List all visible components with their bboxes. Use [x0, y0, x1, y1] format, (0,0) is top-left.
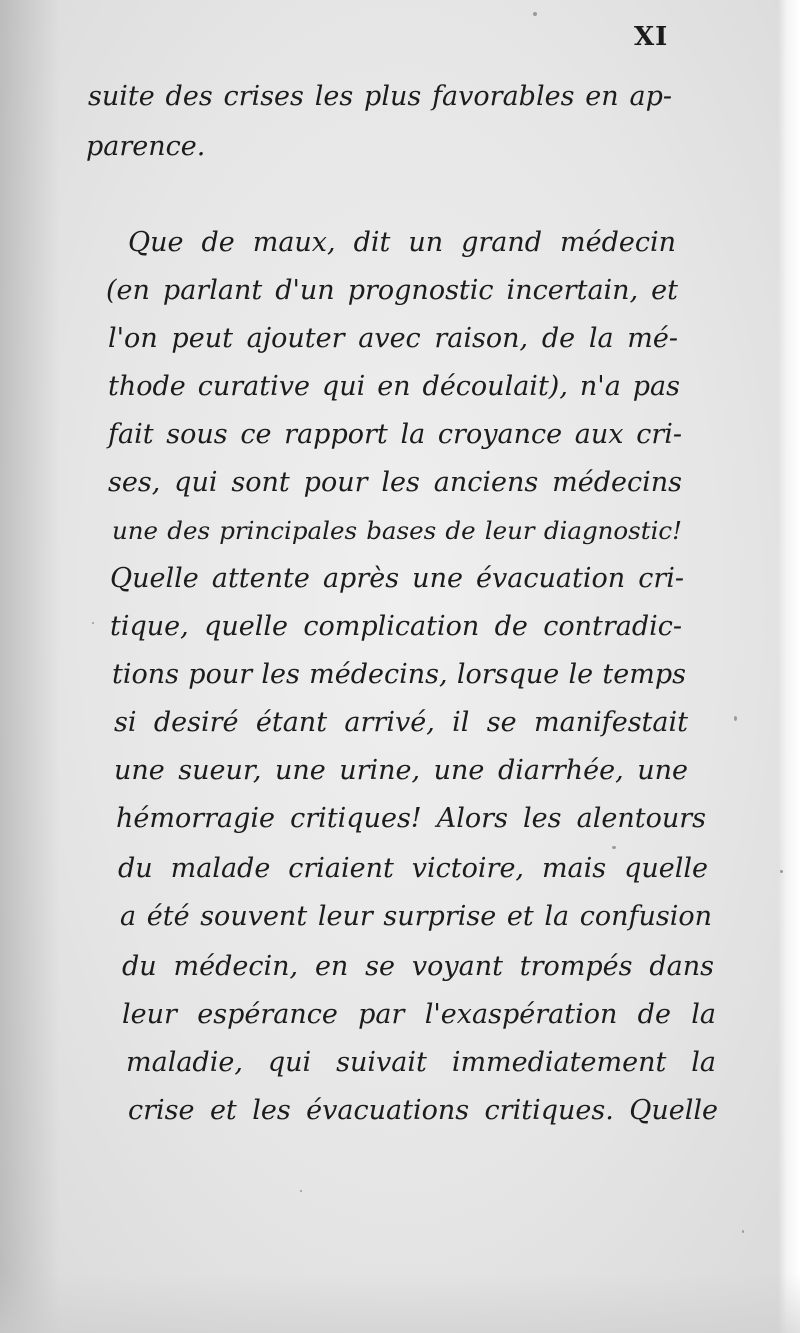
text-line: a été souvent leur surprise et la confusion [120, 901, 712, 932]
text-line: hémorragie critiques! Alors les alentours [116, 803, 706, 834]
page-number: XI [634, 22, 669, 52]
text-line: une des principales bases de leur diagnostic! [112, 516, 682, 545]
text-line: si desiré étant arrivé, il se manifestait [114, 707, 688, 738]
text-line: une sueur, une urine, une diarrhée, une [114, 755, 688, 786]
text-line: Quelle attente après une évacuation cri- [110, 563, 684, 594]
text-line: maladie, qui suivait immediatement la [126, 1047, 716, 1078]
text-line: du malade criaient victoire, mais quelle [118, 853, 708, 884]
text-line: du médecin, en se voyant trompés dans [122, 951, 714, 982]
text-line: (en parlant d'un prognostic incertain, et [106, 275, 678, 306]
text-line: leur espérance par l'exaspération de la [122, 999, 716, 1030]
text-line: suite des crises les plus favorables en ap- [88, 81, 672, 112]
text-line: fait sous ce rapport la croyance aux cri- [108, 419, 682, 450]
text-line: l'on peut ajouter avec raison, de la mé- [108, 323, 678, 354]
text-line: Que de maux, dit un grand médecin [128, 227, 676, 258]
text-line: ses, qui sont pour les anciens médecins [108, 467, 682, 498]
text-line: parence. [86, 131, 206, 162]
text-line: tions pour les médecins, lorsque le temps [112, 659, 686, 690]
text-line: tique, quelle complication de contradic- [110, 611, 682, 642]
text-line: thode curative qui en découlait), n'a pas [108, 371, 680, 402]
text-line: crise et les évacuations critiques. Quelle [128, 1095, 718, 1126]
